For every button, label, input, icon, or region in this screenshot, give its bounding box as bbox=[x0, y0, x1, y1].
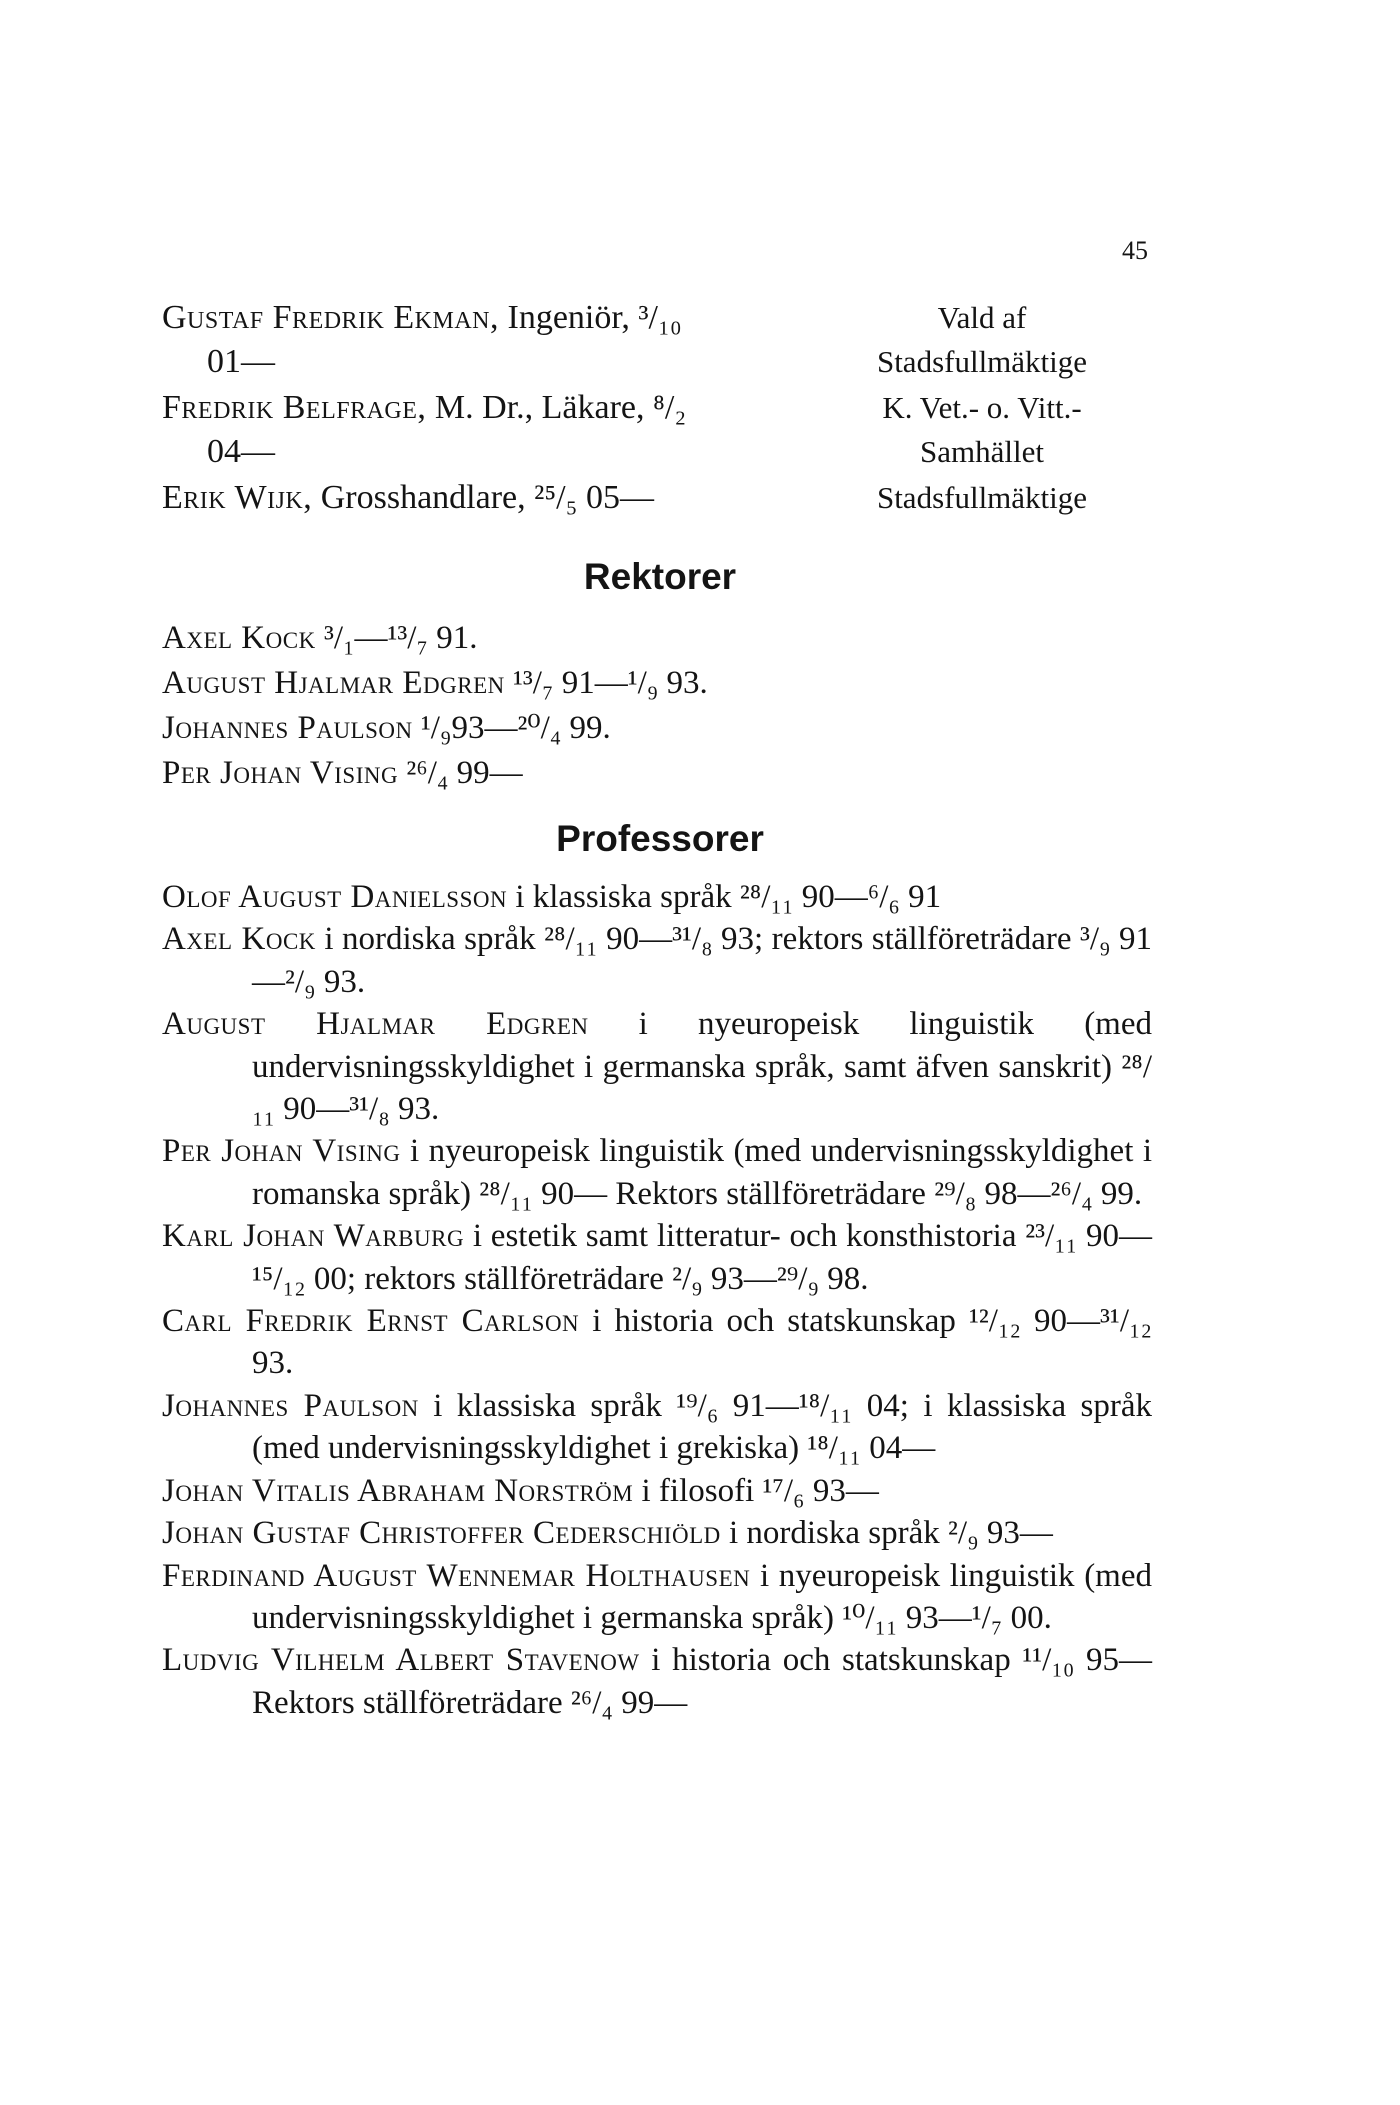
governor-entry bbox=[162, 386, 782, 474]
page-number: 45 bbox=[1122, 236, 1148, 265]
governor-row bbox=[162, 386, 1152, 474]
professor-entry bbox=[162, 1512, 1152, 1554]
rektor-entry bbox=[162, 616, 1162, 661]
governor-title-date: M. Dr., Läkare, ⁸/₂ bbox=[434, 389, 687, 426]
governor-row bbox=[162, 296, 1152, 384]
professor-name: Ludvig Vilhelm Albert Stavenow bbox=[162, 1642, 640, 1679]
governor-continuation: 01— bbox=[207, 343, 275, 380]
professor-name: Ferdinand August Wennemar Holthausen bbox=[162, 1557, 751, 1594]
professor-entry bbox=[162, 1130, 1152, 1215]
governor-title-date: Ingeniör, ³/₁₀ bbox=[507, 299, 682, 336]
professor-entry bbox=[162, 876, 1152, 918]
professor-name: Per Johan Vising bbox=[162, 1133, 401, 1170]
professor-name: Carl Fredrik Ernst Carlson bbox=[162, 1303, 580, 1340]
professor-name: Johan Vitalis Abraham Norström bbox=[162, 1472, 634, 1509]
professor-details: i nordiska språk ²/₉ 93— bbox=[728, 1515, 1053, 1552]
governor-row bbox=[162, 476, 1152, 520]
appointed-by-line: K. Vet.- o. Vitt.- bbox=[882, 390, 1082, 425]
professor-details: i nyeuropeisk linguistik (med undervisningsskyldighet i germanska språk) ¹⁰/₁₁ 93—¹/₇ 00. bbox=[252, 1557, 1152, 1636]
professor-details: i nordiska språk ²⁸/₁₁ 90—³¹/₈ 93; rektors ställföreträdare ³/₉ 91—²/₉ 93. bbox=[252, 921, 1152, 1000]
governor-appointed-by bbox=[812, 386, 1152, 474]
rektor-name: Per Johan Vising bbox=[162, 755, 399, 791]
professor-entry bbox=[162, 1385, 1152, 1470]
rektor-dates: ¹/₉93—²⁰/₄ 99. bbox=[420, 710, 611, 746]
governors-list bbox=[162, 296, 1152, 522]
governor-entry bbox=[162, 476, 782, 520]
governor-name: Erik Wijk, bbox=[162, 479, 313, 516]
appointed-by-line: Vald af bbox=[937, 300, 1027, 335]
governor-name: Gustaf Fredrik Ekman, bbox=[162, 299, 499, 336]
professor-details: i nyeuropeisk linguistik (med undervisningsskyldighet i romanska språk) ²⁸/₁₁ 90— Rektors ställföreträdare ²⁹/₈ 98—²⁶/₄ 99. bbox=[252, 1133, 1152, 1212]
governor-entry bbox=[162, 296, 782, 384]
rektor-name: Axel Kock bbox=[162, 620, 316, 656]
professor-entry bbox=[162, 918, 1152, 1003]
professor-entry bbox=[162, 1003, 1152, 1130]
rektorer-list bbox=[162, 616, 1162, 796]
professor-details: i historia och statskunskap ¹¹/₁₀ 95— Rektors ställföreträdare ²⁶/₄ 99— bbox=[252, 1642, 1152, 1721]
governor-appointed-by bbox=[812, 476, 1152, 520]
rektor-name: August Hjalmar Edgren bbox=[162, 665, 505, 701]
appointed-by-line: Stadsfullmäktige bbox=[876, 480, 1088, 515]
governor-name: Fredrik Belfrage, bbox=[162, 389, 427, 426]
professor-details: i historia och statskunskap ¹²/₁₂ 90—³¹/₁₂ 93. bbox=[252, 1303, 1153, 1382]
rektor-dates: ¹³/₇ 91—¹/₉ 93. bbox=[512, 665, 708, 701]
professorer-list bbox=[162, 876, 1152, 1724]
governor-continuation: 04— bbox=[207, 433, 275, 470]
professor-name: Johannes Paulson bbox=[162, 1387, 419, 1424]
professor-details: i klassiska språk ¹⁹/₆ 91—¹⁸/₁₁ 04; i klassiska språk (med undervisningsskyldighet i grekiska) ¹⁸/₁₁ 04— bbox=[252, 1387, 1152, 1467]
professor-entry bbox=[162, 1639, 1152, 1724]
professor-details: i filosofi ¹⁷/₆ 93— bbox=[641, 1472, 879, 1509]
rektor-entry bbox=[162, 661, 1162, 706]
professor-name: Karl Johan Warburg bbox=[162, 1218, 465, 1255]
appointed-by-line: Samhället bbox=[920, 434, 1044, 469]
professor-name: Johan Gustaf Christoffer Cederschiöld bbox=[162, 1515, 721, 1552]
rektor-dates: ³/₁—¹³/₇ 91. bbox=[323, 620, 478, 656]
governor-appointed-by bbox=[812, 296, 1152, 384]
professor-entry bbox=[162, 1215, 1152, 1300]
appointed-by-line: Stadsfullmäktige bbox=[876, 344, 1088, 379]
professor-entry bbox=[162, 1470, 1152, 1512]
rektorer-heading: Rektorer bbox=[583, 556, 737, 597]
professor-entry bbox=[162, 1300, 1152, 1385]
professor-details: i estetik samt litteratur- och konsthistoria ²³/₁₁ 90—¹⁵/₁₂ 00; rektors ställföreträdare ²/₉ 93—²⁹/₉ 98. bbox=[252, 1218, 1152, 1297]
professor-details: i nyeuropeisk linguistik (med undervisningsskyldighet i germanska språk, samt äfven sanskrit) ²⁸/₁₁ 90—³¹/₈ 93. bbox=[252, 1006, 1152, 1128]
rektor-entry bbox=[162, 706, 1162, 751]
professor-entry bbox=[162, 1555, 1152, 1640]
rektor-entry bbox=[162, 751, 1162, 796]
professor-name: August Hjalmar Edgren bbox=[162, 1006, 589, 1043]
professor-name: Axel Kock bbox=[162, 921, 316, 958]
rektor-name: Johannes Paulson bbox=[162, 710, 413, 746]
professor-details: i klassiska språk ²⁸/₁₁ 90—⁶/₆ 91 bbox=[515, 879, 942, 915]
professor-name: Olof August Danielsson bbox=[162, 879, 508, 915]
professorer-heading: Professorer bbox=[556, 818, 764, 859]
governor-title-date: Grosshandlare, ²⁵/₅ 05— bbox=[320, 479, 654, 516]
rektor-dates: ²⁶/₄ 99— bbox=[406, 755, 523, 791]
